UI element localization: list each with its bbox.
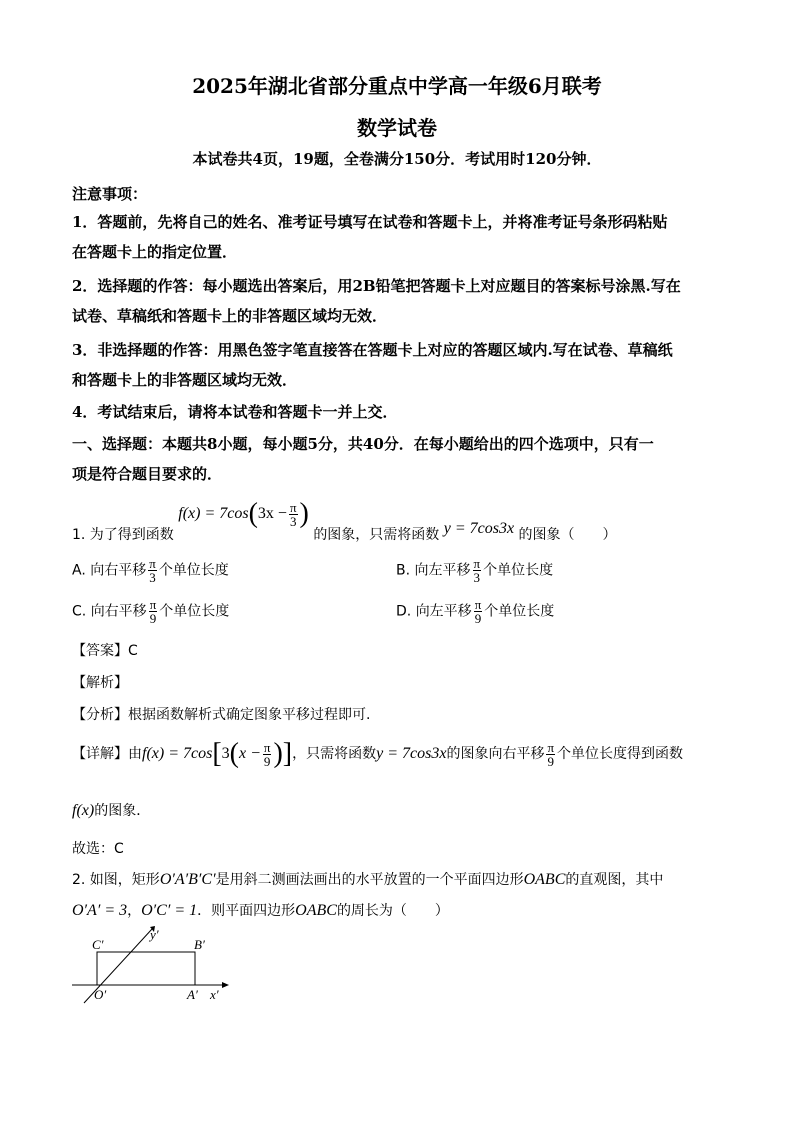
- q1-detail: 【详解】由f(x) = 7cos[3(x − $\frac{\pi}{9}$ )]，只需将函数y = 7cos3x的图象向右平移 $\frac{\pi}{9}$ 个单位长度得到函数: [72, 738, 684, 769]
- notice-line: 3．非选择题的作答：用黑色签字笔直接答在答题卡上对应的答题区域内.写在试卷、草稿纸: [72, 341, 673, 359]
- label-a: A′: [187, 987, 198, 1002]
- notice-line: 在答题卡上的指定位置．: [72, 243, 238, 261]
- notice-line: 试卷、草稿纸和答题卡上的非答题区域均无效．: [72, 307, 388, 325]
- section-heading-cont: 项是符合题目要求的．: [72, 465, 223, 483]
- notice-line: 和答题卡上的非答题区域均无效．: [72, 371, 298, 389]
- page-title: 2025年湖北省部分重点中学高一年级6月联考: [192, 74, 602, 98]
- q1-suffix: 的图象（ ）: [518, 527, 617, 543]
- q1-option-a[interactable]: A. 向右平移 $\frac{\pi}{3}$ 个单位长度: [72, 556, 229, 585]
- label-o: O′: [94, 987, 107, 1002]
- q1-option-c[interactable]: C. 向右平移 $\frac{\pi}{9}$ 个单位长度: [72, 597, 230, 626]
- detail-f-expr: f(x) = 7cos: [142, 745, 213, 762]
- notice-heading: 注意事项：: [72, 185, 148, 203]
- q1-mid: 的图象，只需将函数: [313, 527, 440, 543]
- rectangle: [97, 952, 195, 985]
- q1-y-expr: y = 7cos3x: [443, 520, 515, 537]
- oblique-rectangle-diagram: [72, 925, 242, 1010]
- q2-figure: [72, 925, 242, 1014]
- q1-answer: 【答案】C: [72, 643, 138, 659]
- q1-choose: 故选：C: [72, 841, 124, 857]
- q1-option-b[interactable]: B. 向左平移 $\frac{\pi}{3}$ 个单位长度: [396, 556, 554, 585]
- q1-analysis-label: 【解析】: [72, 675, 128, 691]
- label-y: y′: [150, 927, 159, 942]
- notice-line: 4．考试结束后，请将本试卷和答题卡一并上交．: [72, 403, 398, 421]
- q1-option-d[interactable]: D. 向左平移 $\frac{\pi}{9}$ 个单位长度: [396, 597, 555, 626]
- q1-function-expr: f(x) = 7cos(3x − $\frac{\pi}{3}$ ): [178, 498, 309, 529]
- x-axis-arrow: [222, 982, 229, 988]
- label-x: x′: [210, 987, 219, 1002]
- q1-prefix: 1. 为了得到函数: [72, 527, 174, 543]
- section-heading: 一、选择题：本题共8小题，每小题5分，共40分．在每小题给出的四个选项中，只有一: [72, 435, 654, 453]
- q1-arg: 3x −: [257, 505, 287, 522]
- q1-detail-cont: f(x)的图象．: [72, 802, 151, 819]
- label-c: C′: [92, 937, 104, 952]
- question-2-stem: 2. 如图，矩形O′A′B′C′是用斜二测画法画出的水平放置的一个平面四边形OABC的直观图，其中: [72, 871, 664, 888]
- notice-line: 1．答题前，先将自己的姓名、准考证号填写在试卷和答题卡上，并将准考证号条形码粘贴: [72, 213, 668, 231]
- notice-line: 2．选择题的作答：每小题选出答案后，用2B铅笔把答题卡上对应题目的答案标号涂黑.写在: [72, 277, 681, 295]
- question-1-stem: [72, 498, 617, 543]
- q1-fenxi: 【分析】根据函数解析式确定图象平移过程即可.: [72, 707, 371, 723]
- question-2-stem-cont: O′A′ = 3，O′C′ = 1．则平面四边形OABC的周长为（ ）: [72, 902, 449, 919]
- exam-info: 本试卷共4页，19题，全卷满分150分．考试用时120分钟．: [192, 150, 602, 168]
- label-b: B′: [194, 937, 205, 952]
- page-subtitle: 数学试卷: [357, 116, 437, 140]
- q1-f-lhs: f(x) = 7cos: [178, 505, 249, 522]
